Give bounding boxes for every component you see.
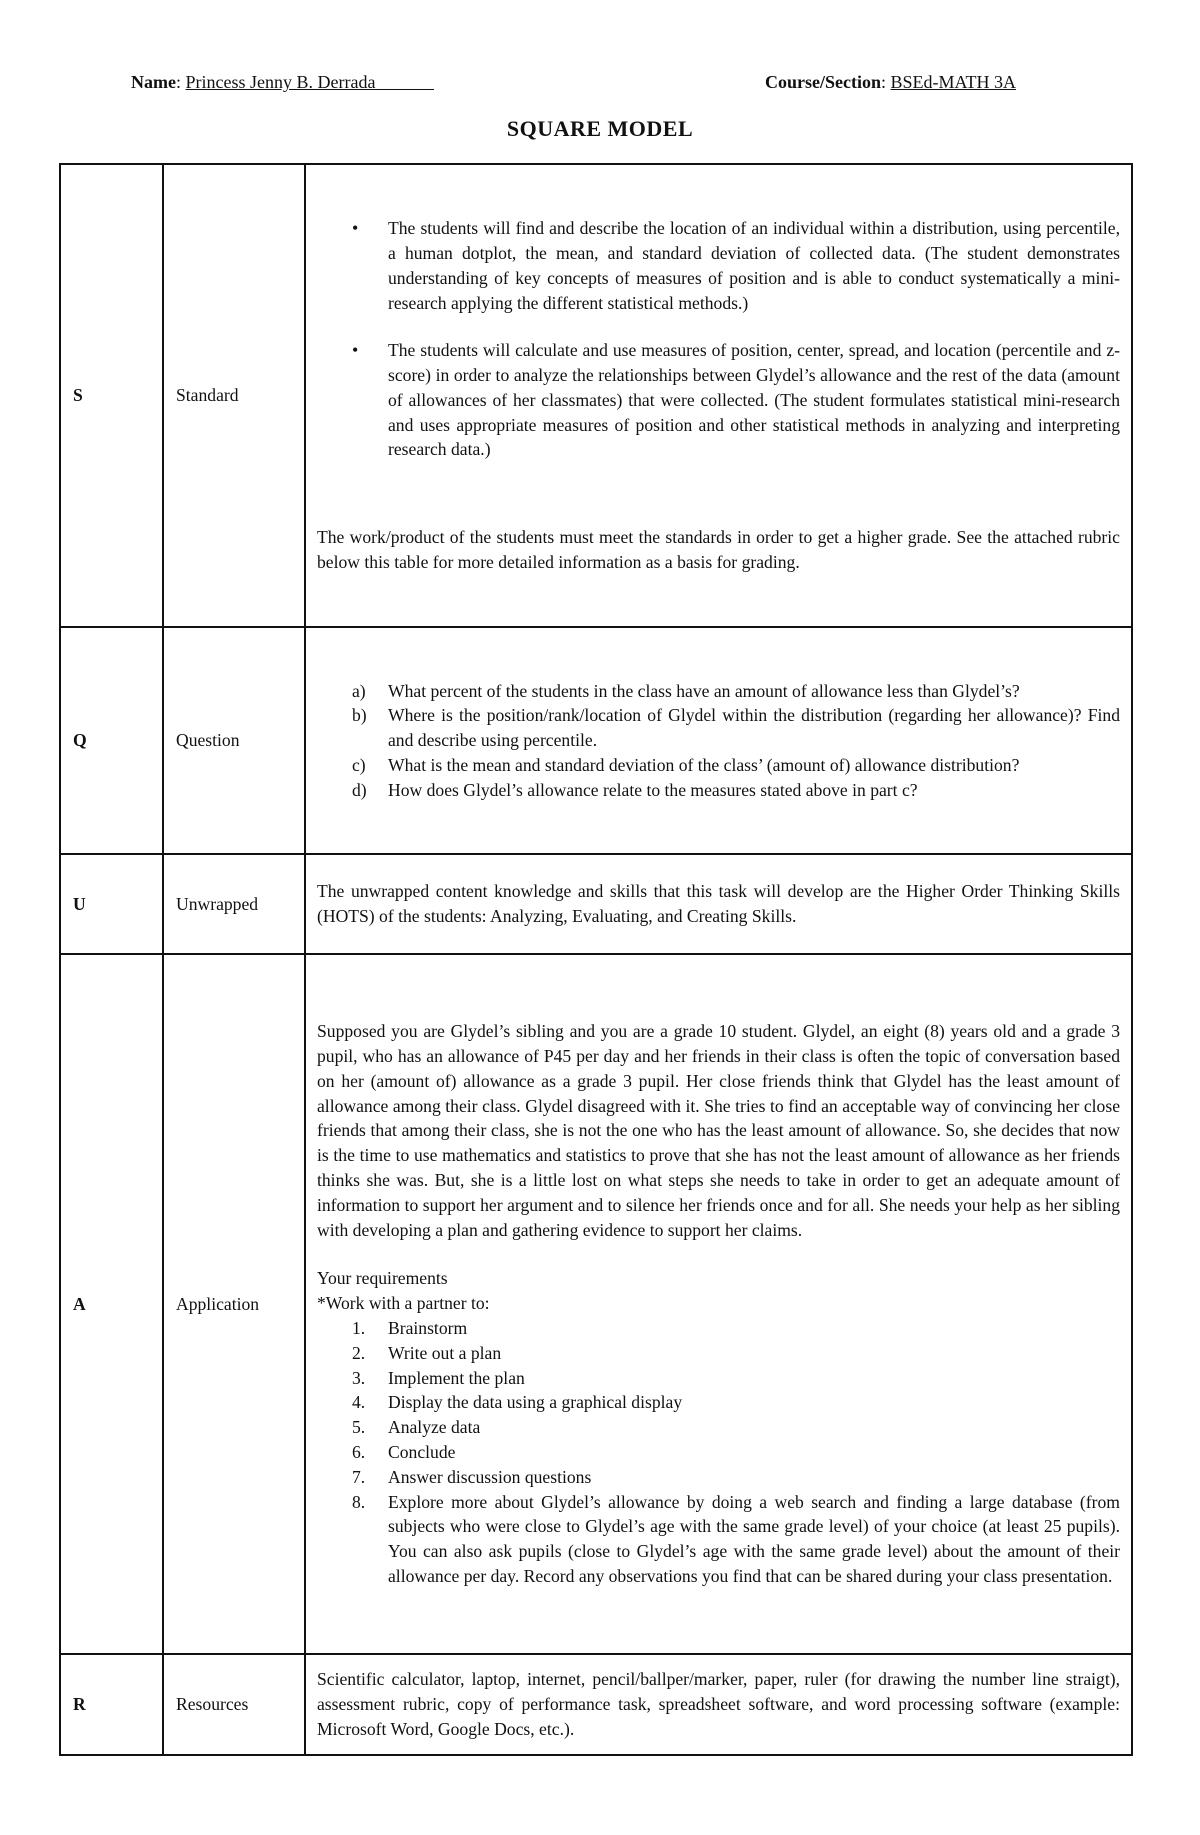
page-title: SQUARE MODEL (506, 116, 694, 141)
row-label: Unwrapped (163, 854, 305, 954)
list-item-text: Answer discussion questions (388, 1466, 592, 1487)
list-marker: b) (352, 705, 367, 726)
list-marker: 8. (352, 1491, 366, 1512)
list-marker: 1. (352, 1318, 366, 1338)
list-marker: 7. (352, 1466, 366, 1487)
question-list (317, 679, 1120, 803)
application-scenario: Supposed you are Glydel’s sibling and you are a grade 10 student. Glydel, an eight (8) years old and a grade 3 pupil, who has an allowance of P45 per day and her friends in their class is often the topic of conversation based on her (amount of) allowance as a grade 3 pupil. Her close friends think that Glydel has the least amount of allowance among their class. Glydel disagreed with it. She tries to find an acceptable way of convincing her close friends that among their class, she is not the one who has the least amount of allowance. So, she decides that now is the time to use mathematics and statistics to prove that she has not the least amount of allowance as her friends thinks she was. But, she is a little lost on what steps she needs to take in order to get an adequate amount of information to support her argument and to silence her friends once and for all. She needs your help as her sibling with developing a plan and gathering evidence to support her claims. (317, 1021, 1120, 1240)
standard-bullets (317, 216, 1120, 462)
row-letter: R (60, 1654, 163, 1755)
list-item-text: How does Glydel’s allowance relate to the measures stated above in part c? (388, 779, 918, 800)
list-item (317, 778, 1120, 803)
row-content: Scientific calculator, laptop, internet, pencil/ballper/marker, paper, ruler (for drawing the number line straigt), assessment rubric, copy of performance task, spreadsheet software, and word processing software (example: Microsoft Word, Google Docs, etc.). (305, 1654, 1132, 1755)
list-item-text: Where is the position/rank/location of Glydel within the distribution (regarding her allowance)? Find and describe using percentile. (388, 705, 1120, 751)
list-item (317, 1465, 1120, 1490)
row-letter: U (60, 854, 163, 954)
row-resources (60, 1654, 1132, 1755)
standard-note: The work/product of the students must meet the standards in order to get a higher grade. See the attached rubric below this table for more detailed information as a basis for grading. (317, 527, 1120, 573)
square-model-table (59, 163, 1133, 1756)
list-item (317, 1390, 1120, 1415)
row-application (60, 954, 1132, 1654)
requirements-intro: *Work with a partner to: (317, 1293, 490, 1314)
row-label: Question (163, 627, 305, 854)
list-item-text: Analyze data (388, 1417, 481, 1438)
row-letter: A (60, 954, 163, 1654)
list-item-text: What percent of the students in the class have an amount of allowance less than Glydel’s? (388, 680, 1020, 701)
row-content (305, 627, 1132, 854)
list-marker: 4. (352, 1392, 366, 1413)
list-item-text: Conclude (388, 1441, 456, 1462)
row-content (305, 164, 1132, 627)
list-item-text: What is the mean and standard deviation of the class’ (amount of) allowance distribution? (388, 754, 1020, 775)
row-letter: Q (60, 627, 163, 854)
list-item-text: Explore more about Glydel’s allowance by doing a web search and finding a large database (from subjects who were close to Glydel’s age with the same grade level) of your choice (at least 25 pupils). You can also ask pupils (close to Glydel’s age with the same grade level) about the amount of their allowance per day. Record any observations you find that can be shared during your class presentation. (388, 1491, 1120, 1586)
list-marker: 5. (352, 1417, 366, 1438)
list-item: • The students will calculate and use measures of position, center, spread, and location (percentile and z-score) in order to analyze the relationships between Glydel’s allowance and the rest of the data (amount of allowances of her classmates) that were collected. (The student formulates statistical mini-research and uses appropriate measures of position and other statistical methods in analyzing and interpreting research data.) (317, 338, 1120, 462)
list-item (317, 703, 1120, 753)
list-item-text: Implement the plan (388, 1367, 525, 1388)
list-item-text: Brainstorm (388, 1318, 468, 1338)
row-label: Standard (163, 164, 305, 627)
requirements-list (317, 1316, 1120, 1589)
list-item-text: Display the data using a graphical display (388, 1392, 683, 1413)
name-value: Princess Jenny B. Derrada (185, 72, 376, 92)
row-question (60, 627, 1132, 854)
course-label: Course/Section (765, 72, 881, 92)
list-marker: 2. (352, 1342, 366, 1363)
list-marker: 6. (352, 1441, 366, 1462)
list-marker: c) (352, 754, 366, 775)
list-item-text: Write out a plan (388, 1342, 502, 1363)
row-letter: S (60, 164, 163, 627)
row-label: Resources (163, 1654, 305, 1755)
course-line: Course/Section: BSEd-MATH 3A (765, 72, 1017, 92)
row-unwrapped (60, 854, 1132, 954)
list-item (317, 753, 1120, 778)
list-marker: a) (352, 680, 366, 701)
requirements-title: Your requirements (317, 1268, 448, 1289)
list-item (317, 1316, 1120, 1341)
list-marker: 3. (352, 1367, 366, 1388)
row-content (305, 954, 1132, 1654)
name-label: Name (131, 72, 176, 92)
row-label: Application (163, 954, 305, 1654)
list-item (317, 1415, 1120, 1440)
list-marker: d) (352, 779, 367, 800)
list-item (317, 1440, 1120, 1465)
list-item (317, 679, 1120, 704)
row-content: The unwrapped content knowledge and skills that this task will develop are the Higher Order Thinking Skills (HOTS) of the students: Analyzing, Evaluating, and Creating Skills. (305, 854, 1132, 954)
row-standard (60, 164, 1132, 627)
name-line: Name: Princess Jenny B. Derrada (131, 72, 434, 93)
list-item (317, 1490, 1120, 1589)
course-value: BSEd-MATH 3A (890, 72, 1017, 92)
list-item (317, 1341, 1120, 1366)
list-item (317, 1366, 1120, 1391)
list-item: • The students will find and describe the location of an individual within a distribution, using percentile, a human dotplot, the mean, and standard deviation of collected data. (The student demonstrates understanding of key concepts of measures of position and is able to conduct systematically a mini-research applying the different statistical methods.) (317, 216, 1120, 315)
